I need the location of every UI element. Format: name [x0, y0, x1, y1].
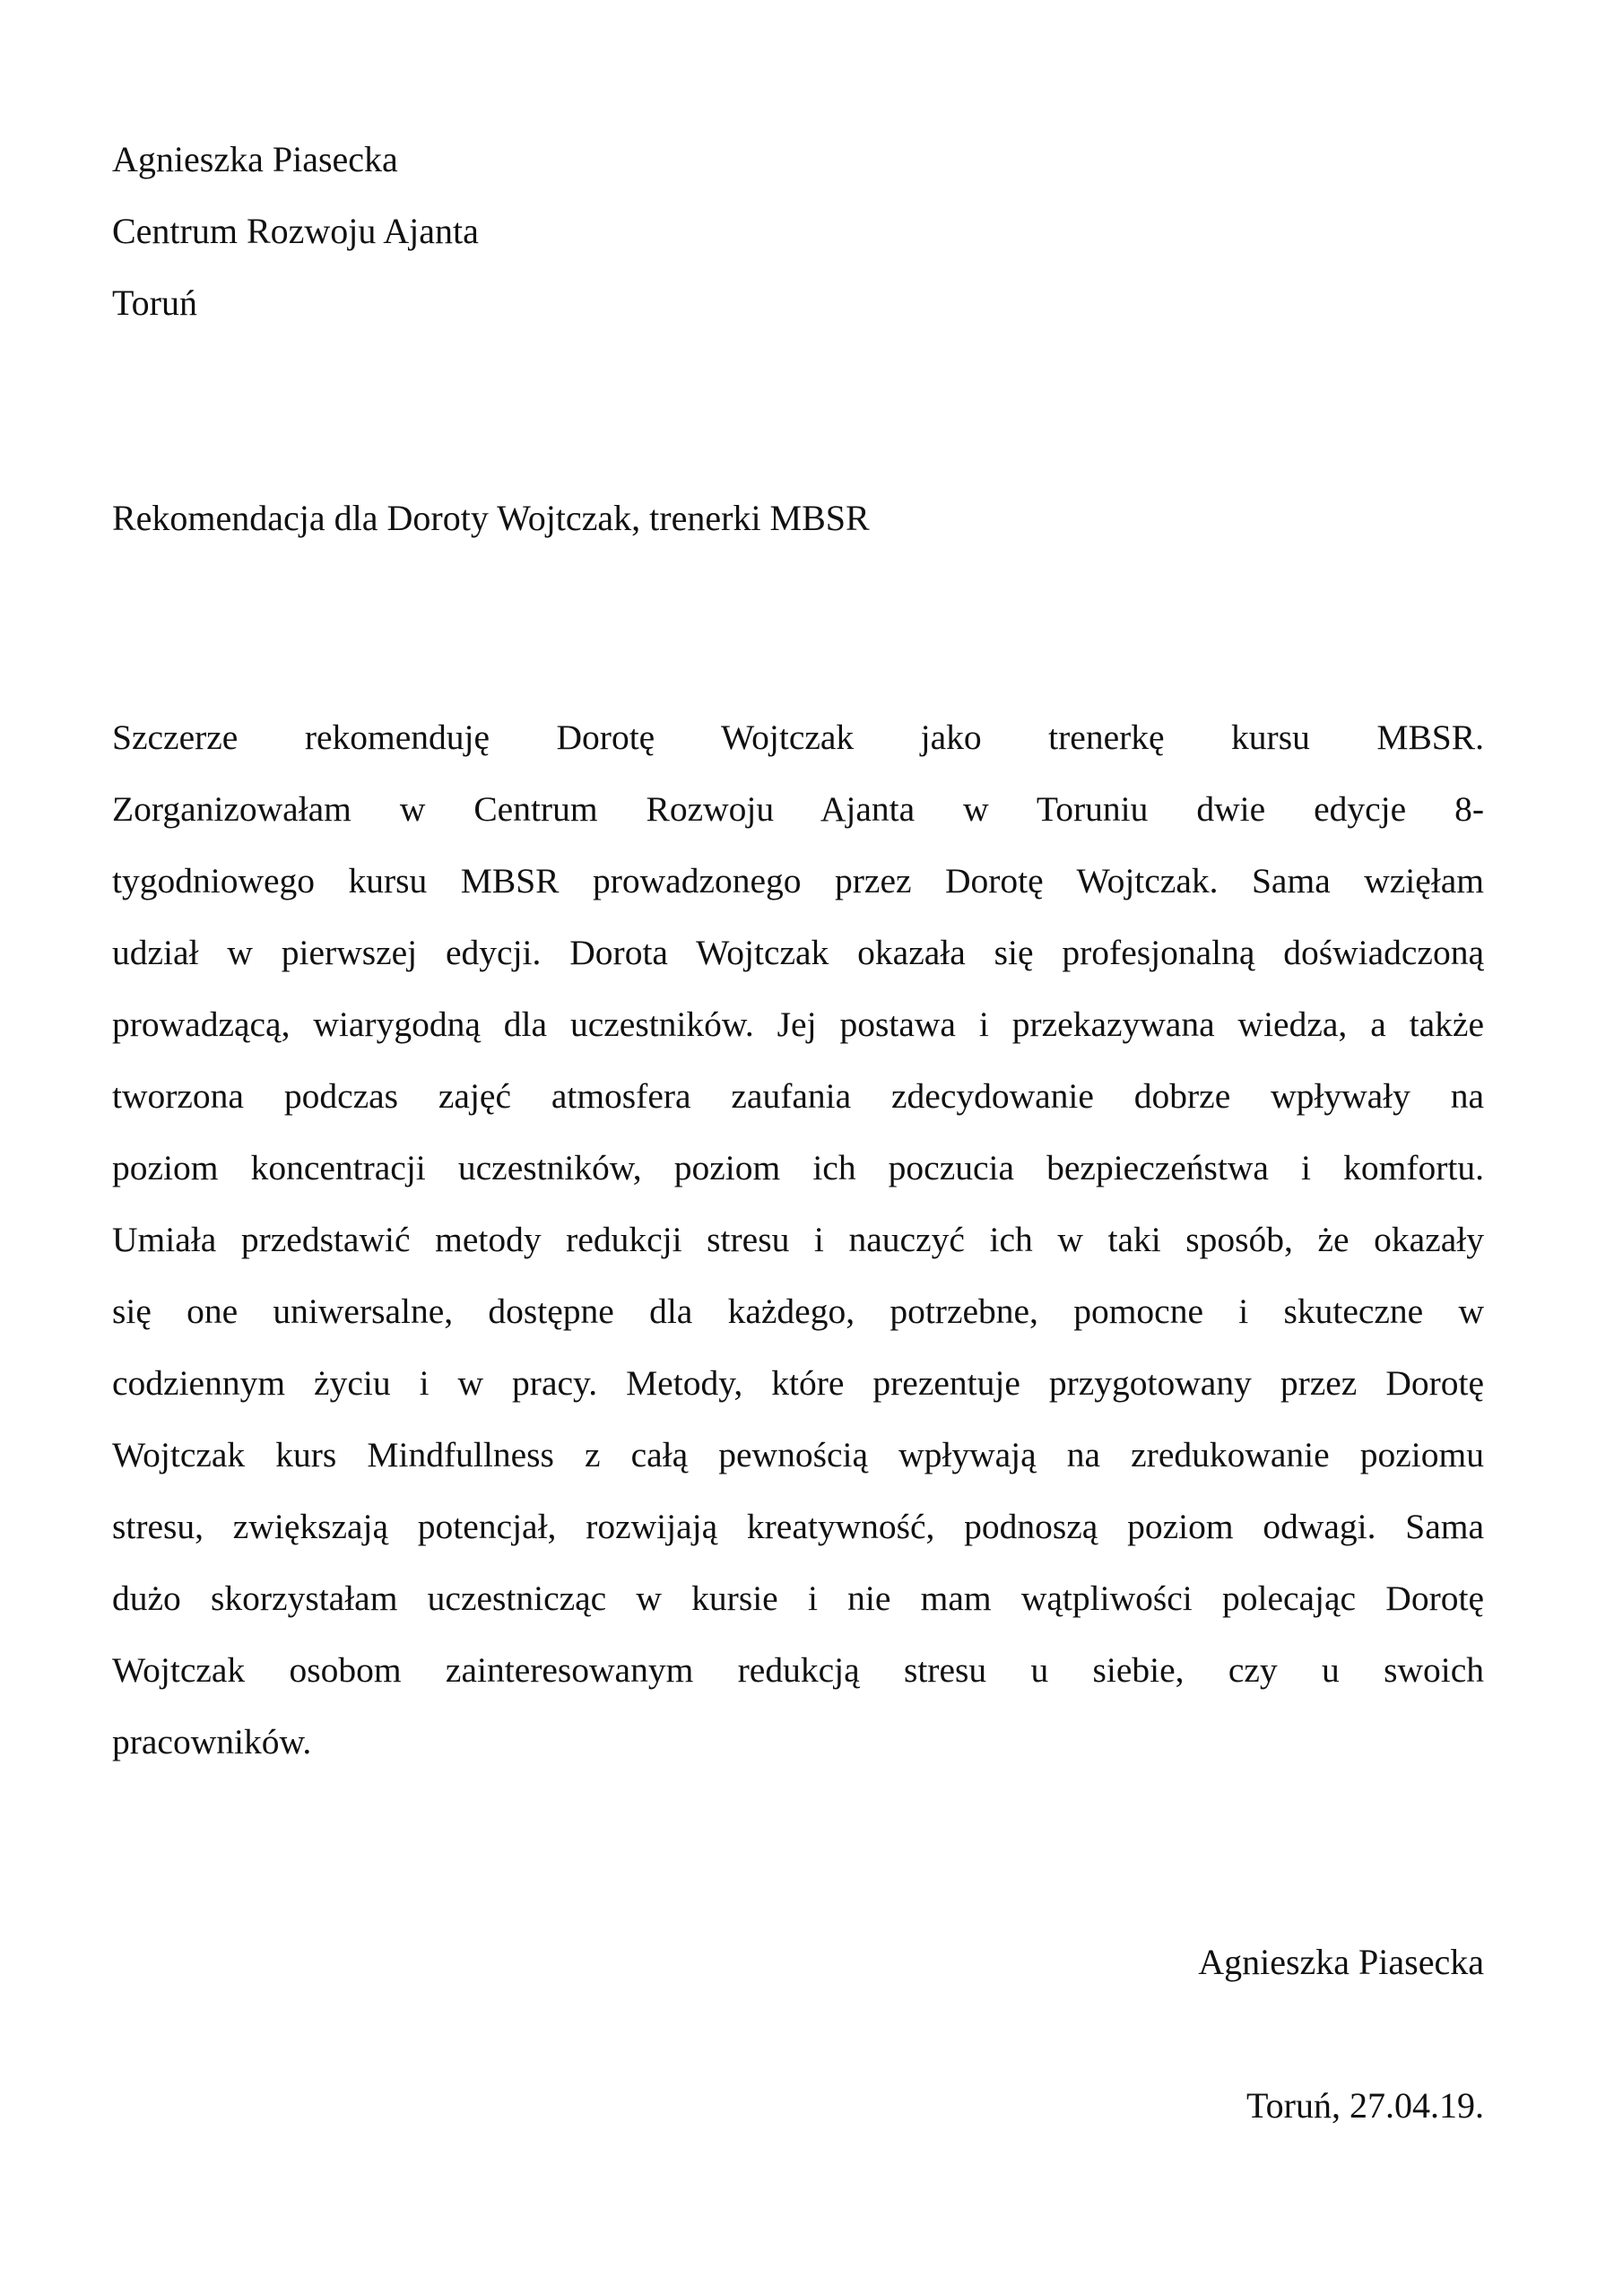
letter-subject: Rekomendacja dla Doroty Wojtczak, trenerki MBSR — [112, 498, 870, 538]
body-line: tworzona podczas zajęć atmosfera zaufania zdecydowanie dobrze wpływały na — [112, 1079, 1484, 1116]
sender-city: Toruń — [112, 283, 197, 323]
sender-name: Agnieszka Piasecka — [112, 139, 398, 179]
body-line: pracowników. — [112, 1725, 312, 1761]
signature-name: Agnieszka Piasecka — [1198, 1942, 1484, 1982]
body-line: się one uniwersalne, dostępne dla każdego, potrzebne, pomocne i skuteczne w — [112, 1294, 1484, 1331]
body-line: Szczerze rekomenduję Dorotę Wojtczak jako trenerkę kursu MBSR. — [112, 720, 1484, 757]
body-line: prowadzącą, wiarygodną dla uczestników. Jej postawa i przekazywana wiedza, a także — [112, 1007, 1484, 1044]
body-line: Umiała przedstawić metody redukcji stresu i nauczyć ich w taki sposób, że okazały — [112, 1222, 1484, 1259]
body-line: Wojtczak kurs Mindfullness z całą pewnością wpływają na zredukowanie poziomu — [112, 1438, 1484, 1474]
body-line: poziom koncentracji uczestników, poziom ich poczucia bezpieczeństwa i komfortu. — [112, 1151, 1484, 1187]
body-line: stresu, zwiększają potencjał, rozwijają kreatywność, podnoszą poziom odwagi. Sama — [112, 1509, 1484, 1546]
body-line: codziennym życiu i w pracy. Metody, które prezentuje przygotowany przez Dorotę — [112, 1366, 1484, 1403]
signature-place-date: Toruń, 27.04.19. — [1246, 2085, 1484, 2126]
body-line: dużo skorzystałam uczestnicząc w kursie i nie mam wątpliwości polecając Dorotę — [112, 1581, 1484, 1618]
body-line: Zorganizowałam w Centrum Rozwoju Ajanta w Toruniu dwie edycje 8- — [112, 792, 1484, 829]
body-line: Wojtczak osobom zainteresowanym redukcją stresu u siebie, czy u swoich — [112, 1653, 1484, 1690]
sender-organization: Centrum Rozwoju Ajanta — [112, 211, 479, 251]
body-line: tygodniowego kursu MBSR prowadzonego przez Dorotę Wojtczak. Sama wzięłam — [112, 864, 1484, 900]
body-line: udział w pierwszej edycji. Dorota Wojtczak okazała się profesjonalną doświadczoną — [112, 935, 1484, 972]
